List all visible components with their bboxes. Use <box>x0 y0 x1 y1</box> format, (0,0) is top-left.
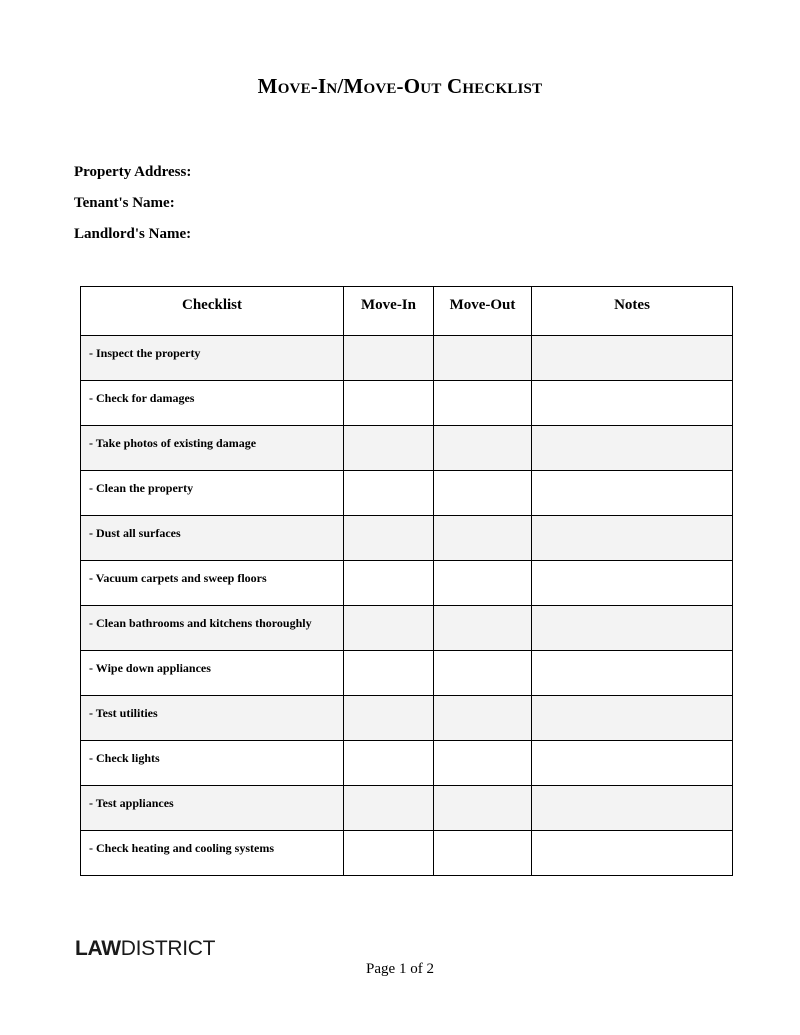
table-row <box>81 741 733 786</box>
table-row <box>81 831 733 876</box>
move-in-cell[interactable] <box>344 336 434 381</box>
table-header-row <box>81 287 733 336</box>
table-row <box>81 381 733 426</box>
notes-cell[interactable] <box>532 561 733 606</box>
move-out-cell[interactable] <box>434 336 532 381</box>
move-out-cell[interactable] <box>434 426 532 471</box>
header-notes: Notes <box>532 287 733 336</box>
table-body <box>81 336 733 876</box>
move-in-cell[interactable] <box>344 471 434 516</box>
header-checklist: Checklist <box>81 287 344 336</box>
checklist-item: - Clean the property <box>81 471 344 516</box>
move-in-cell[interactable] <box>344 561 434 606</box>
move-out-cell[interactable] <box>434 831 532 876</box>
info-fields <box>74 162 191 255</box>
notes-cell[interactable] <box>532 651 733 696</box>
move-in-cell[interactable] <box>344 651 434 696</box>
checklist-item: - Inspect the property <box>81 336 344 381</box>
document-title: Move-In/Move-Out Checklist <box>257 74 543 98</box>
move-out-cell[interactable] <box>434 381 532 426</box>
checklist-item: - Wipe down appliances <box>81 651 344 696</box>
notes-cell[interactable] <box>532 696 733 741</box>
header-move-out: Move-Out <box>434 287 532 336</box>
notes-cell[interactable] <box>532 426 733 471</box>
move-in-cell[interactable] <box>344 696 434 741</box>
landlord-name-label: Landlord's Name: <box>74 226 192 242</box>
notes-cell[interactable] <box>532 336 733 381</box>
table-row <box>81 786 733 831</box>
header-move-in: Move-In <box>344 287 434 336</box>
notes-cell[interactable] <box>532 741 733 786</box>
notes-cell[interactable] <box>532 381 733 426</box>
table-row <box>81 561 733 606</box>
move-out-cell[interactable] <box>434 561 532 606</box>
move-out-cell[interactable] <box>434 741 532 786</box>
table-row <box>81 471 733 516</box>
move-in-cell[interactable] <box>344 741 434 786</box>
checklist-item: - Test utilities <box>81 696 344 741</box>
table-row <box>81 651 733 696</box>
move-in-cell[interactable] <box>344 831 434 876</box>
move-out-cell[interactable] <box>434 516 532 561</box>
notes-cell[interactable] <box>532 471 733 516</box>
move-out-cell[interactable] <box>434 606 532 651</box>
table-row <box>81 336 733 381</box>
checklist-item: - Take photos of existing damage <box>81 426 344 471</box>
move-out-cell[interactable] <box>434 696 532 741</box>
checklist-item: - Check heating and cooling systems <box>81 831 344 876</box>
move-out-cell[interactable] <box>434 786 532 831</box>
logo-law: LAW <box>75 937 121 960</box>
table-row <box>81 516 733 561</box>
move-in-cell[interactable] <box>344 426 434 471</box>
checklist-item: - Check lights <box>81 741 344 786</box>
move-out-cell[interactable] <box>434 471 532 516</box>
move-in-cell[interactable] <box>344 786 434 831</box>
notes-cell[interactable] <box>532 831 733 876</box>
notes-cell[interactable] <box>532 606 733 651</box>
checklist-item: - Test appliances <box>81 786 344 831</box>
page-number: Page 1 of 2 <box>366 961 434 977</box>
checklist-item: - Clean bathrooms and kitchens thoroughly <box>81 606 344 651</box>
checklist-table <box>80 286 733 876</box>
checklist-item: - Dust all surfaces <box>81 516 344 561</box>
move-in-cell[interactable] <box>344 381 434 426</box>
checklist-item: - Vacuum carpets and sweep floors <box>81 561 344 606</box>
lawdistrict-logo <box>75 937 215 961</box>
move-out-cell[interactable] <box>434 651 532 696</box>
table-row <box>81 606 733 651</box>
notes-cell[interactable] <box>532 516 733 561</box>
property-address-label: Property Address: <box>74 164 192 180</box>
logo-district: DISTRICT <box>120 937 216 960</box>
notes-cell[interactable] <box>532 786 733 831</box>
table-row <box>81 696 733 741</box>
move-in-cell[interactable] <box>344 516 434 561</box>
table-row <box>81 426 733 471</box>
tenant-name-label: Tenant's Name: <box>74 195 175 211</box>
checklist-item: - Check for damages <box>81 381 344 426</box>
move-in-cell[interactable] <box>344 606 434 651</box>
